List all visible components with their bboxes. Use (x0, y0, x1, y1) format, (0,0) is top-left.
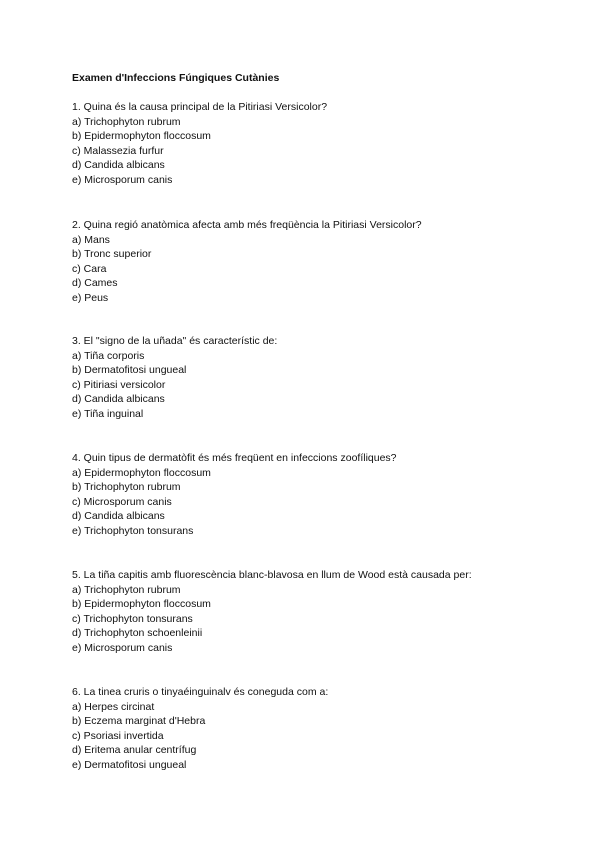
answer-option: e) Trichophyton tonsurans (72, 524, 194, 537)
question-block (72, 218, 572, 306)
answer-option: c) Trichophyton tonsurans (72, 612, 193, 625)
question-text: 1. Quina és la causa principal de la Pitiriasi Versicolor? (72, 101, 328, 113)
question-block (72, 568, 572, 656)
answer-option: b) Dermatofitosi ungueal (72, 364, 187, 377)
answer-option: e) Dermatofitosi ungueal (72, 758, 187, 771)
document-title: Examen d'Infeccions Fúngiques Cutànies (72, 72, 280, 84)
question-block (72, 685, 572, 773)
question-text: 2. Quina regió anatòmica afecta amb més freqüència la Pitiriasi Versicolor? (72, 219, 422, 231)
answer-option: d) Candida albicans (72, 510, 165, 523)
answer-option: a) Mans (72, 233, 110, 246)
answer-option: b) Tronc superior (72, 248, 152, 261)
question-text: 5. La tiña capitis amb fluorescència blanc-blavosa en llum de Wood està causada per: (72, 569, 472, 581)
answer-option: a) Tiña corporis (72, 349, 145, 362)
answer-option: c) Pitiriasi versicolor (72, 378, 166, 391)
answer-option: a) Epidermophyton floccosum (72, 466, 211, 479)
answer-option: e) Peus (72, 291, 109, 304)
answer-option: b) Eczema marginat d'Hebra (72, 715, 206, 728)
answer-option: b) Trichophyton rubrum (72, 481, 181, 494)
answer-option: a) Trichophyton rubrum (72, 115, 181, 128)
answer-option: a) Trichophyton rubrum (72, 583, 181, 596)
answer-option: c) Psoriasi invertida (72, 729, 164, 742)
question-block (72, 334, 572, 422)
answer-option: d) Eritema anular centrífug (72, 744, 197, 757)
answer-option: d) Trichophyton schoenleinii (72, 627, 203, 640)
answer-option: e) Microsporum canis (72, 173, 173, 186)
answer-option: c) Microsporum canis (72, 495, 172, 508)
question-text: 6. La tinea cruris o tinyaéinguinalv és coneguda com a: (72, 686, 329, 698)
answer-option: c) Cara (72, 262, 107, 275)
answer-option: d) Candida albicans (72, 159, 165, 172)
answer-option: e) Tiña inguinal (72, 407, 144, 420)
question-block (72, 451, 572, 539)
question-block (72, 100, 572, 188)
answer-option: a) Herpes circinat (72, 700, 155, 713)
answer-option: b) Epidermophyton floccosum (72, 130, 211, 143)
question-text: 4. Quin tipus de dermatòfit és més freqüent en infeccions zoofíliques? (72, 452, 397, 464)
answer-option: b) Epidermophyton floccosum (72, 598, 211, 611)
answer-option: e) Microsporum canis (72, 641, 173, 654)
answer-option: d) Candida albicans (72, 393, 165, 406)
answer-option: d) Cames (72, 277, 118, 290)
question-text: 3. El "signo de la uñada" és característic de: (72, 335, 278, 347)
answer-option: c) Malassezia furfur (72, 144, 164, 157)
